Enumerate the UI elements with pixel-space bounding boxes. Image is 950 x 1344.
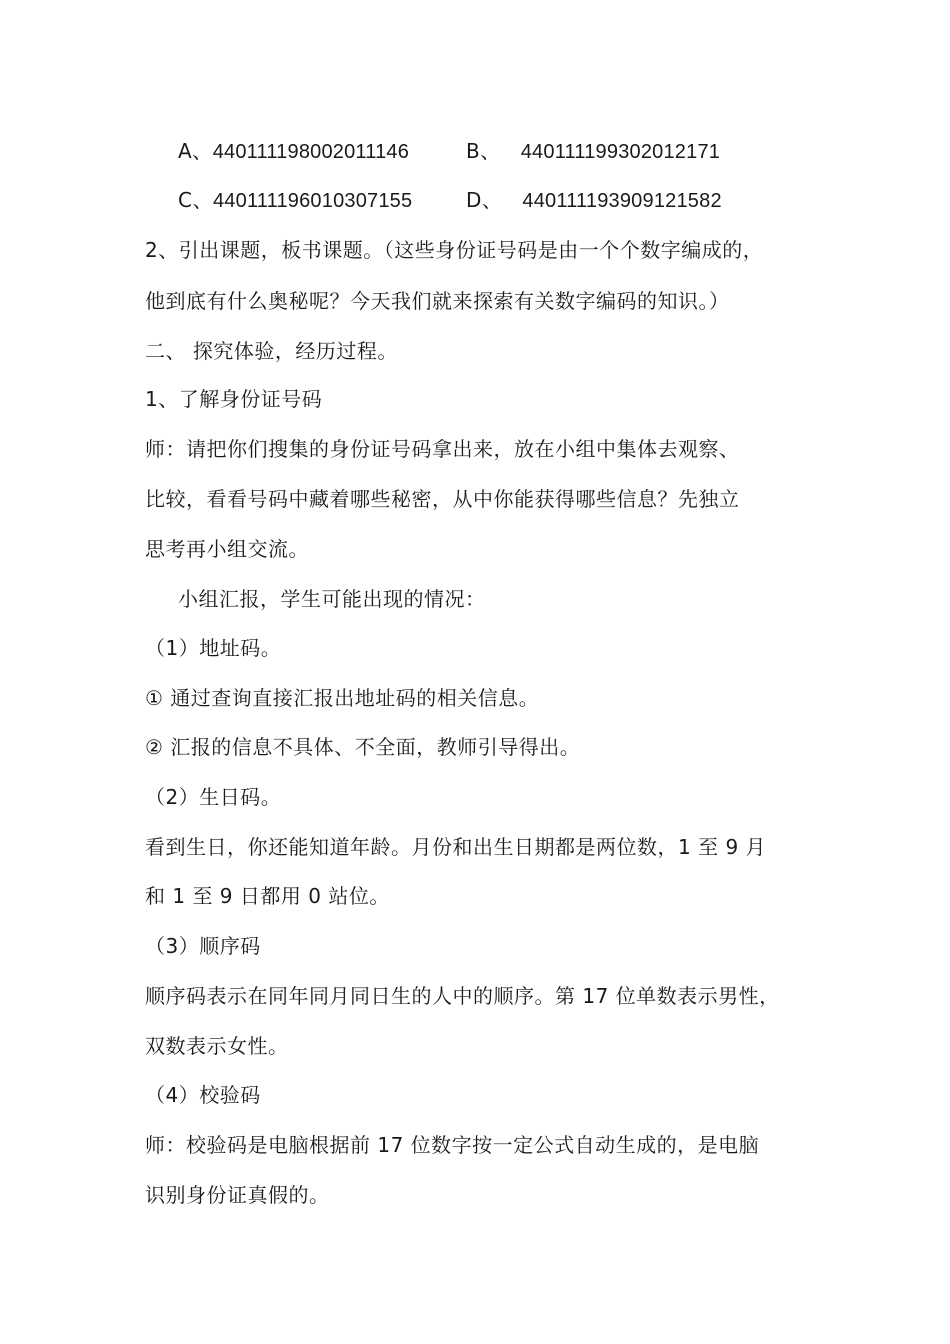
paragraph-line: 看到生日，你还能知道年龄。月份和出生日期都是两位数，1 至 9 月	[145, 835, 767, 859]
paragraph-line: 小组汇报，学生可能出现的情况：	[178, 587, 486, 611]
list-item: （1）地址码。	[145, 636, 282, 660]
paragraph-line: 比较，看看号码中藏着哪些秘密，从中你能获得哪些信息？先独立	[145, 487, 740, 511]
list-item: ② 汇报的信息不具体、不全面，教师引导得出。	[145, 735, 581, 759]
list-item: （3）顺序码	[145, 934, 261, 958]
list-item: ① 通过查询直接汇报出地址码的相关信息。	[145, 686, 540, 710]
paragraph-line: 2、引出课题，板书课题。（这些身份证号码是由一个个数字编成的，	[145, 238, 764, 262]
option-a-label: A、	[178, 139, 213, 163]
paragraph-line: 师：校验码是电脑根据前 17 位数字按一定公式自动生成的，是电脑	[145, 1133, 760, 1157]
paragraph-line: 师：请把你们搜集的身份证号码拿出来，放在小组中集体去观察、	[145, 437, 740, 461]
option-b	[466, 137, 720, 166]
option-row-cd	[178, 186, 722, 215]
paragraph-line: 思考再小组交流。	[145, 537, 309, 561]
option-d-value: 440111193909121582	[522, 190, 722, 212]
paragraph-line: 识别身份证真假的。	[145, 1183, 330, 1207]
option-d-label: D、	[466, 188, 503, 212]
paragraph-line: 双数表示女性。	[145, 1034, 289, 1058]
section-heading: 二、 探究体验，经历过程。	[145, 339, 398, 363]
list-item: （4）校验码	[145, 1083, 261, 1107]
subsection-heading: 1、了解身份证号码	[145, 387, 323, 411]
option-row-ab	[178, 137, 721, 166]
option-c-label: C、	[178, 188, 213, 212]
list-item: （2）生日码。	[145, 785, 282, 809]
paragraph-line: 顺序码表示在同年同月同日生的人中的顺序。第 17 位单数表示男性，	[145, 984, 780, 1008]
paragraph-line: 他到底有什么奥秘呢？今天我们就来探索有关数字编码的知识。）	[145, 289, 730, 313]
paragraph-line: 和 1 至 9 日都用 0 站位。	[145, 884, 390, 908]
option-d	[466, 186, 722, 215]
option-a-value: 440111198002011146	[212, 141, 410, 163]
option-b-value: 440111199302012171	[520, 141, 721, 163]
option-c-value: 440111196010307155	[212, 190, 413, 212]
option-b-label: B、	[466, 139, 501, 163]
